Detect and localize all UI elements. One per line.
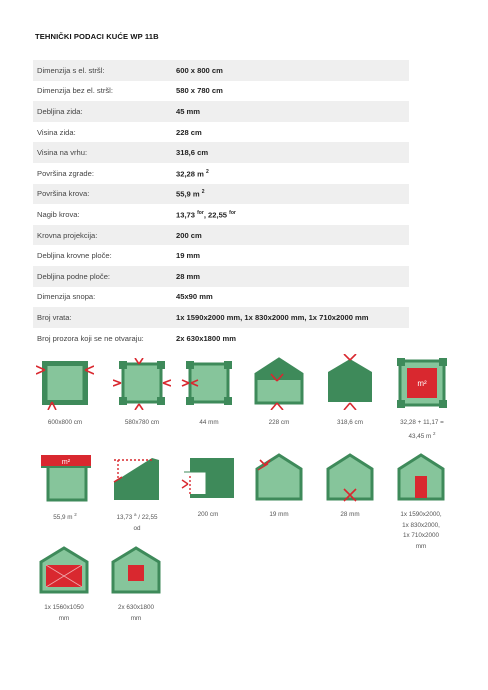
spec-row xyxy=(33,142,409,163)
spec-row xyxy=(33,60,409,81)
spec-value xyxy=(176,313,369,322)
roof-projection-icon xyxy=(180,454,236,502)
spec-row xyxy=(33,204,409,225)
caption-line: mm xyxy=(415,542,427,550)
icon-caption xyxy=(389,510,453,552)
spec-value xyxy=(176,189,205,199)
spec-row xyxy=(33,225,409,246)
spec-value xyxy=(176,148,208,157)
icon-caption xyxy=(32,603,96,624)
spec-value-text: 28 mm xyxy=(176,271,201,281)
spec-value xyxy=(176,334,236,343)
floor-board-icon xyxy=(325,452,375,502)
caption-line: 32,28 + 11,17 = xyxy=(400,419,444,426)
spec-label: Broj vrata: xyxy=(37,312,72,322)
spec-value-text: 55,9 m xyxy=(176,189,200,199)
spec-value-text: 200 cm xyxy=(176,230,202,240)
spec-value xyxy=(176,210,236,220)
caption-line: mm xyxy=(58,614,70,622)
spec-label: Površina krova: xyxy=(37,189,90,199)
spec-value-text: 13,73 xyxy=(176,210,196,220)
spec-value-text: 580 x 780 cm xyxy=(176,86,223,96)
caption-line: 1x 710x2000 xyxy=(402,532,440,539)
spec-value-sup: for xyxy=(229,209,236,216)
icon-caption: 580x780 cm xyxy=(124,419,160,426)
wall-height-icon xyxy=(253,356,305,410)
icon-caption: 228 cm xyxy=(268,419,290,426)
roof-board-icon xyxy=(254,452,304,502)
spec-value xyxy=(176,66,223,75)
spec-row xyxy=(33,266,409,287)
spec-value xyxy=(176,231,202,240)
dimension-with-eaves-icon xyxy=(36,358,94,410)
spec-value-sup: for xyxy=(197,209,204,216)
spec-value xyxy=(176,169,209,179)
spec-value-text: 318,6 cm xyxy=(176,148,209,158)
spec-row xyxy=(33,245,409,266)
caption-text: 13,73 xyxy=(116,514,133,522)
small-windows-icon xyxy=(110,545,162,595)
spec-value-text: 1x 1590x2000 mm, 1x 830x2000 mm, 1x 710x2000 mm xyxy=(176,312,369,322)
spec-label: Visina zida: xyxy=(37,127,76,137)
spec-label: Dimenzija bez el. stršl: xyxy=(37,86,113,96)
spec-value xyxy=(176,86,223,95)
spec-label: Broj prozora koji se ne otvaraju: xyxy=(37,333,144,343)
spec-value xyxy=(176,107,200,116)
page-title: TEHNIČKI PODACI KUĆE WP 11B xyxy=(35,32,159,41)
icon-caption xyxy=(33,510,97,524)
icon-caption xyxy=(390,418,454,442)
spec-row xyxy=(33,307,409,328)
spec-value-text: 600 x 800 cm xyxy=(176,65,223,75)
caption-line: mm xyxy=(130,614,142,622)
spec-label: Dimenzija snopa: xyxy=(37,292,96,302)
spec-value-text: 2x 630x1800 mm xyxy=(176,333,236,343)
spec-value-text: 45x90 mm xyxy=(176,292,213,302)
spec-row xyxy=(33,184,409,205)
doors-icon xyxy=(396,452,446,502)
spec-value xyxy=(176,272,200,281)
wall-thickness-icon xyxy=(180,358,238,410)
dimension-without-eaves-icon xyxy=(113,358,171,410)
spec-row xyxy=(33,328,409,349)
icon-caption: 28 mm xyxy=(340,511,360,518)
spec-value xyxy=(176,128,202,137)
spec-table xyxy=(33,60,409,348)
caption-line: od xyxy=(133,524,141,532)
icon-caption xyxy=(105,510,169,534)
caption-line: 2x 630x1800 xyxy=(117,604,155,611)
peak-height-icon xyxy=(325,354,375,410)
spec-value-text: 32,28 m xyxy=(176,169,204,179)
icon-caption: 318,6 cm xyxy=(337,419,363,426)
caption-line xyxy=(390,429,454,443)
spec-row xyxy=(33,81,409,102)
spec-label: Površina zgrade: xyxy=(37,168,94,178)
caption-line: 1x 1560x1050 xyxy=(44,604,84,611)
caption-sup: a xyxy=(133,512,137,517)
spec-row xyxy=(33,287,409,308)
caption-line: 1x 1590x2000, xyxy=(400,511,442,518)
icon-caption: 44 mm xyxy=(199,419,219,426)
spec-row xyxy=(33,163,409,184)
spec-label: Debljina zida: xyxy=(37,106,83,116)
spec-value-sup: 2 xyxy=(206,168,209,175)
large-window-icon xyxy=(38,545,90,595)
spec-value xyxy=(176,292,213,301)
spec-label: Visina na vrhu: xyxy=(37,148,88,158)
spec-row xyxy=(33,122,409,143)
spec-label: Krovna projekcija: xyxy=(37,230,98,240)
caption-text: 55,9 m xyxy=(53,514,73,522)
spec-row xyxy=(33,101,409,122)
spec-value-text: 19 mm xyxy=(176,251,201,261)
spec-label: Dimenzija s el. stršl: xyxy=(37,65,105,75)
caption-sup: 2 xyxy=(74,512,77,517)
spec-value xyxy=(176,251,200,260)
roof-slope-icon xyxy=(112,452,162,504)
spec-value-text: , 22,55 xyxy=(203,210,228,220)
spec-value-text: 228 cm xyxy=(176,127,202,137)
spec-label: Nagib krova: xyxy=(37,209,80,219)
icon-caption: 19 mm xyxy=(269,511,289,518)
area-badge-text: m² xyxy=(417,379,427,388)
icon-caption xyxy=(104,603,168,624)
caption-line: 1x 830x2000, xyxy=(402,521,440,529)
roof-badge-text: m² xyxy=(61,459,71,466)
spec-label: Debljina krovne ploče: xyxy=(37,251,112,261)
spec-value-text: 45 mm xyxy=(176,106,201,116)
spec-value-sup: 2 xyxy=(201,189,205,196)
roof-area-icon xyxy=(38,452,92,502)
caption-sup: 2 xyxy=(433,430,436,436)
caption-text: / 22,55 xyxy=(136,514,158,522)
icon-caption: 200 cm xyxy=(197,511,219,518)
spec-label: Debljina podne ploče: xyxy=(37,271,111,281)
caption-text: 43,45 m xyxy=(408,432,432,440)
caption-line xyxy=(105,510,169,524)
building-area-icon xyxy=(397,358,447,408)
icon-caption: 600x800 cm xyxy=(47,419,83,426)
